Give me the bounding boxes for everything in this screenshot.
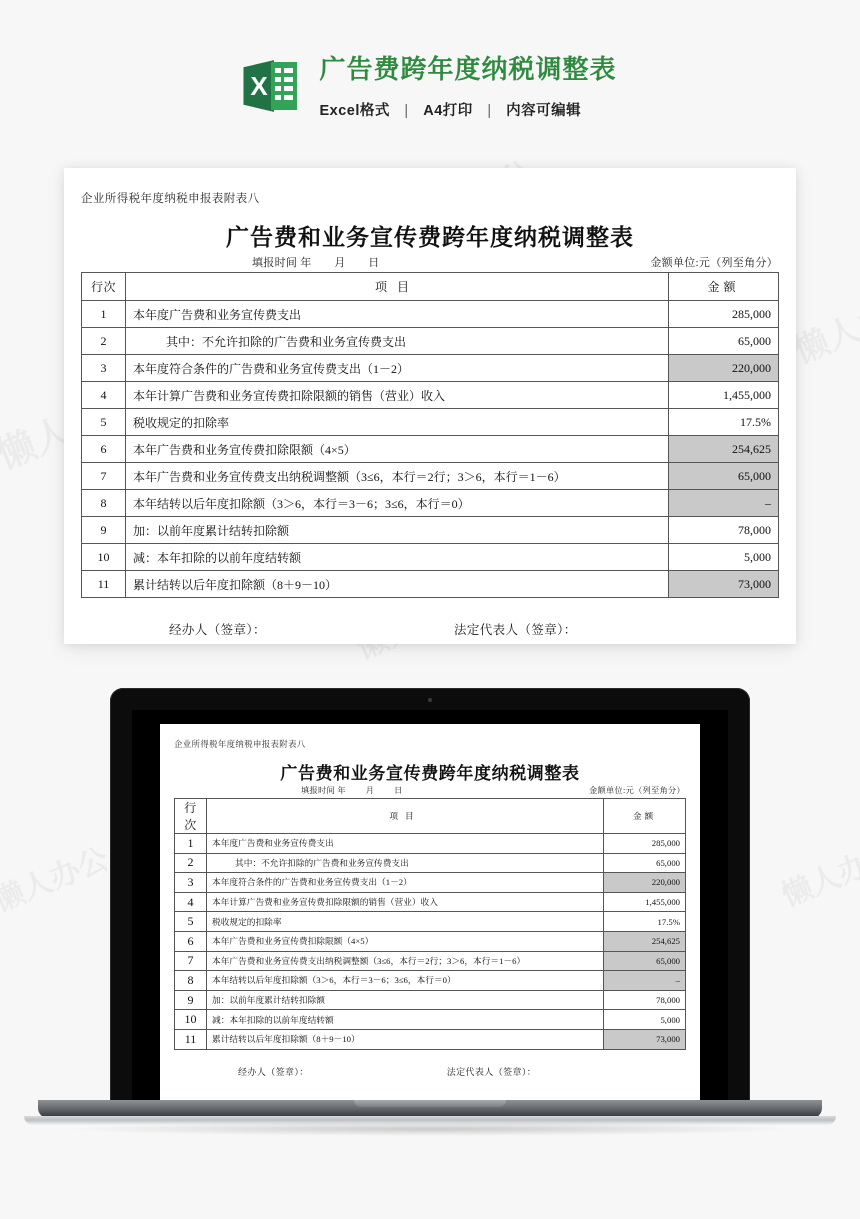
amount-unit-label: 金额单位:元（列至角分） xyxy=(589,786,685,795)
row-number: 5 xyxy=(82,409,126,436)
page-title: 广告费跨年度纳税调整表 xyxy=(319,54,617,84)
row-item-label: 本年结转以后年度扣除额（3＞6，本行＝3－6；3≤6，本行＝0） xyxy=(207,971,604,991)
row-item-label: 其中：不允许扣除的广告费和业务宣传费支出 xyxy=(207,853,604,873)
row-item-label: 累计结转以后年度扣除额（8＋9－10） xyxy=(126,571,669,598)
tag-editable: 内容可编辑 xyxy=(506,103,582,120)
row-item-label: 本年结转以后年度扣除额（3＞6，本行＝3－6；3≤6，本行＝0） xyxy=(126,490,669,517)
row-number: 1 xyxy=(82,301,126,328)
table-header-row xyxy=(175,799,686,834)
table-row xyxy=(175,971,686,991)
row-item-label: 税收规定的扣除率 xyxy=(126,409,669,436)
row-number: 11 xyxy=(175,1029,207,1049)
document-title: 广告费和业务宣传费跨年度纳税调整表 xyxy=(226,225,634,250)
document-preview-card[interactable] xyxy=(64,168,796,644)
row-item-label: 本年广告费和业务宣传费扣除限额（4×5） xyxy=(126,436,669,463)
row-number: 10 xyxy=(175,1010,207,1030)
row-amount-value: 254,625 xyxy=(604,931,686,951)
report-date-label: 填报时间 xyxy=(301,786,335,795)
row-item-label: 本年广告费和业务宣传费扣除限额（4×5） xyxy=(207,931,604,951)
preparer-signature-label: 经办人（签章）： xyxy=(238,1066,309,1077)
form-note: 企业所得税年度纳税申报表附表八 xyxy=(81,193,260,205)
tax-adjustment-table xyxy=(174,798,686,1050)
row-item-label: 本年度广告费和业务宣传费支出 xyxy=(126,301,669,328)
webcam-icon xyxy=(428,698,432,702)
document-meta-row xyxy=(81,254,779,272)
laptop-shadow xyxy=(60,1122,800,1136)
legal-rep-signature-label: 法定代表人（签章）： xyxy=(446,1066,537,1077)
row-amount-value: 65,000 xyxy=(604,951,686,971)
row-number: 10 xyxy=(82,544,126,571)
column-header-item: 项目 xyxy=(207,799,604,834)
document-meta-row xyxy=(174,785,686,798)
format-tags xyxy=(319,99,616,120)
row-item-label: 本年广告费和业务宣传费支出纳税调整额（3≤6，本行＝2行；3＞6，本行＝1－6） xyxy=(126,463,669,490)
row-item-label: 减：本年扣除的以前年度结转额 xyxy=(207,1010,604,1030)
signature-row xyxy=(81,620,779,638)
table-row xyxy=(82,409,779,436)
excel-file-icon xyxy=(243,58,297,114)
row-item-label: 本年计算广告费和业务宣传费扣除限额的销售（营业）收入 xyxy=(207,892,604,912)
table-row xyxy=(82,328,779,355)
row-amount-value: 65,000 xyxy=(669,463,779,490)
row-number: 11 xyxy=(82,571,126,598)
row-item-label: 本年广告费和业务宣传费支出纳税调整额（3≤6，本行＝2行；3＞6，本行＝1－6） xyxy=(207,951,604,971)
row-amount-value: 1,455,000 xyxy=(604,892,686,912)
row-number: 6 xyxy=(175,931,207,951)
row-number: 8 xyxy=(175,971,207,991)
row-number: 7 xyxy=(82,463,126,490)
row-number: 1 xyxy=(175,834,207,854)
row-number: 5 xyxy=(175,912,207,932)
row-amount-value: 73,000 xyxy=(604,1029,686,1049)
row-number: 2 xyxy=(82,328,126,355)
report-date-label: 填报时间 xyxy=(252,257,298,269)
row-number: 9 xyxy=(82,517,126,544)
document-title: 广告费和业务宣传费跨年度纳税调整表 xyxy=(280,764,580,783)
row-amount-value: 17.5% xyxy=(669,409,779,436)
table-row xyxy=(82,355,779,382)
row-amount-value: 65,000 xyxy=(604,853,686,873)
table-row xyxy=(82,571,779,598)
laptop-mockup xyxy=(0,672,860,1152)
row-item-label: 减：本年扣除的以前年度结转额 xyxy=(126,544,669,571)
form-note: 企业所得税年度纳税申报表附表八 xyxy=(174,740,306,749)
row-amount-value: 73,000 xyxy=(669,571,779,598)
tax-adjustment-table xyxy=(81,272,779,598)
table-row xyxy=(175,834,686,854)
table-row xyxy=(82,544,779,571)
row-number: 3 xyxy=(82,355,126,382)
column-header-row-no: 行次 xyxy=(175,799,207,834)
row-number: 6 xyxy=(82,436,126,463)
tag-format: Excel格式 xyxy=(319,103,390,120)
table-row xyxy=(82,301,779,328)
table-row xyxy=(175,1029,686,1049)
watermark xyxy=(786,276,860,372)
row-amount-value: – xyxy=(669,490,779,517)
row-item-label: 加：以前年度累计结转扣除额 xyxy=(126,517,669,544)
row-item-label: 本年度符合条件的广告费和业务宣传费支出（1－2） xyxy=(207,873,604,893)
row-amount-value: 78,000 xyxy=(604,990,686,1010)
document-preview-on-screen xyxy=(160,724,700,1102)
table-row xyxy=(82,517,779,544)
column-header-amount: 金额 xyxy=(604,799,686,834)
row-item-label: 本年度广告费和业务宣传费支出 xyxy=(207,834,604,854)
row-amount-value: 254,625 xyxy=(669,436,779,463)
report-date-fields: 年 月 日 xyxy=(300,257,386,269)
row-item-label: 累计结转以后年度扣除额（8＋9－10） xyxy=(207,1029,604,1049)
table-row xyxy=(82,463,779,490)
table-row xyxy=(82,436,779,463)
row-item-label: 税收规定的扣除率 xyxy=(207,912,604,932)
signature-row xyxy=(174,1065,686,1078)
row-number: 2 xyxy=(175,853,207,873)
report-date-fields: 年 月 日 xyxy=(337,786,409,795)
row-amount-value: 17.5% xyxy=(604,912,686,932)
table-row xyxy=(82,382,779,409)
legal-rep-signature-label: 法定代表人（签章）： xyxy=(453,623,577,637)
row-amount-value: – xyxy=(604,971,686,991)
tag-separator: | xyxy=(404,103,409,120)
row-amount-value: 65,000 xyxy=(669,328,779,355)
table-row xyxy=(175,892,686,912)
table-row xyxy=(175,912,686,932)
tag-print: A4打印 xyxy=(423,103,473,120)
table-row xyxy=(175,873,686,893)
table-row xyxy=(175,1010,686,1030)
preparer-signature-label: 经办人（签章）： xyxy=(169,623,266,637)
column-header-row-no: 行次 xyxy=(82,273,126,301)
row-item-label: 其中：不允许扣除的广告费和业务宣传费支出 xyxy=(126,328,669,355)
row-amount-value: 5,000 xyxy=(604,1010,686,1030)
row-number: 4 xyxy=(175,892,207,912)
row-amount-value: 285,000 xyxy=(604,834,686,854)
tag-separator: | xyxy=(487,103,492,120)
row-item-label: 加：以前年度累计结转扣除额 xyxy=(207,990,604,1010)
row-amount-value: 220,000 xyxy=(604,873,686,893)
laptop-lid xyxy=(110,688,750,1106)
row-number: 3 xyxy=(175,873,207,893)
page-header xyxy=(0,52,860,120)
table-row xyxy=(175,990,686,1010)
row-amount-value: 285,000 xyxy=(669,301,779,328)
row-number: 8 xyxy=(82,490,126,517)
row-amount-value: 1,455,000 xyxy=(669,382,779,409)
row-number: 7 xyxy=(175,951,207,971)
row-item-label: 本年度符合条件的广告费和业务宣传费支出（1－2） xyxy=(126,355,669,382)
table-row xyxy=(175,951,686,971)
excel-logo-letter: X xyxy=(250,71,268,101)
row-number: 9 xyxy=(175,990,207,1010)
row-item-label: 本年计算广告费和业务宣传费扣除限额的销售（营业）收入 xyxy=(126,382,669,409)
amount-unit-label: 金额单位:元（列至角分） xyxy=(650,257,778,269)
laptop-screen[interactable] xyxy=(132,710,728,1102)
table-row xyxy=(175,931,686,951)
row-amount-value: 78,000 xyxy=(669,517,779,544)
row-amount-value: 5,000 xyxy=(669,544,779,571)
table-row xyxy=(175,853,686,873)
row-amount-value: 220,000 xyxy=(669,355,779,382)
column-header-amount: 金额 xyxy=(669,273,779,301)
column-header-item: 项目 xyxy=(126,273,669,301)
table-row xyxy=(82,490,779,517)
table-header-row xyxy=(82,273,779,301)
row-number: 4 xyxy=(82,382,126,409)
